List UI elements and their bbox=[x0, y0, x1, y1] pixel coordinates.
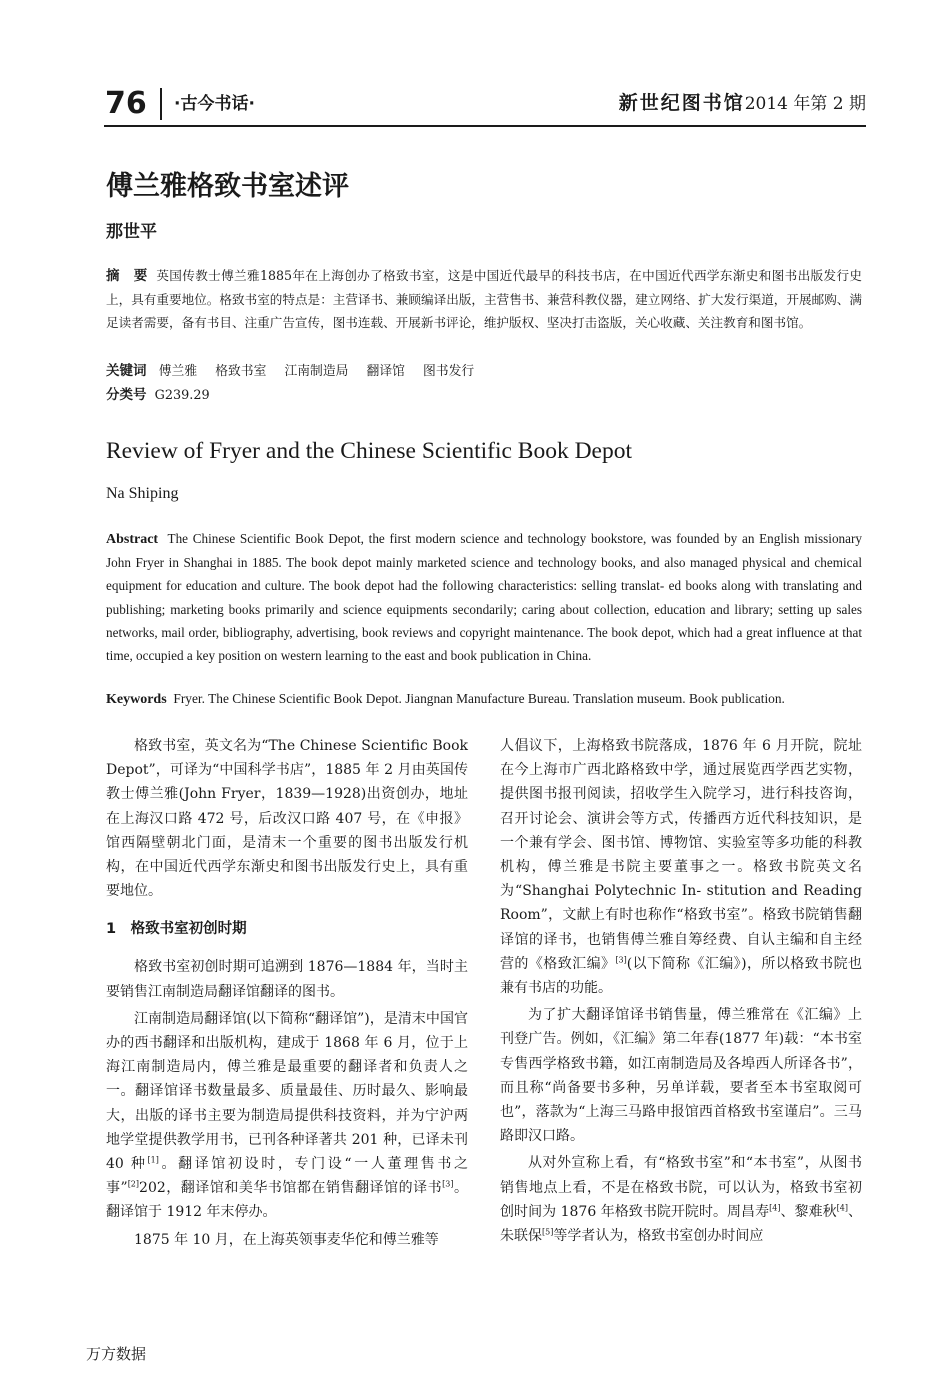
body-paragraph bbox=[106, 1007, 468, 1225]
body-paragraph: 为了扩大翻译馆译书销售量，傅兰雅常在《汇编》上刊登广告。例如，《汇编》第二年春(1877 年)载：“本书室专售西学格致书籍，如江南制造局及各埠西人所译各书”，而且称“尚备要书多种，另单详载，要者至本书室取阅可也”，落款为“上海三马路申报馆西首格致书室谨启”。三马路即汉口路。 bbox=[500, 1007, 862, 1145]
section-heading: 1 格致书室初创时期 bbox=[106, 921, 247, 938]
article-title-zh: 傅兰雅格致书室述评 bbox=[106, 171, 349, 202]
keyword-zh: 傅兰雅 bbox=[158, 364, 198, 379]
abstract-en-text: The Chinese Scientific Book Depot, the first modern science and technology bookstore, was founded by an English missionary John Fryer in Shanghai in 1885. The book depot mainly marketed science and technology books, and also managed physical and chemical equipment for education and culture. The book depot had the following characteristics: selling translat- ed books along with translating and publishing; marketing books primarily and science equipments secondarily; caring about collection, education and library; setting up sales networks, mail order, bibliography, advertising, book reviews and copyright maintenance. The book depot, which had a great influence at that time, occupied a key position on western learning to the east and book publication in China. bbox=[106, 531, 862, 664]
keywords-zh bbox=[106, 360, 488, 383]
abstract-en bbox=[106, 527, 862, 667]
body-column-left bbox=[106, 734, 468, 1252]
reference-mark: [1] bbox=[147, 1155, 159, 1165]
keywords-zh-label: 关键词 bbox=[106, 363, 147, 379]
journal-name: 新世纪图书馆 bbox=[618, 92, 745, 114]
text-run: 。翻译馆于 1912 年末停办。 bbox=[106, 1180, 468, 1221]
footer-watermark: 万方数据 bbox=[86, 1345, 147, 1363]
reference-mark: [4] bbox=[836, 1203, 848, 1213]
text-run: 从对外宣称上看，有“格致书室”和“本书室”，从图书销售地点上看，不是在格致书院，可以认为，格致书室初创时间为 1876 年格致书院开院时。周昌寿 bbox=[500, 1155, 862, 1220]
body-paragraph: 1875 年 10 月，在上海英领事麦华佗和傅兰雅等 bbox=[134, 1231, 439, 1248]
abstract-zh bbox=[106, 264, 862, 334]
reference-mark: [3] bbox=[442, 1179, 454, 1189]
reference-mark: [3] bbox=[615, 955, 627, 965]
journal-info bbox=[619, 90, 866, 117]
text-run: 。翻译馆初设时，专门设“一人董理售书之事” bbox=[106, 1156, 469, 1197]
article-title-en: Review of Fryer and the Chinese Scientific Book Depot bbox=[106, 438, 633, 464]
body-paragraph bbox=[500, 1151, 862, 1248]
classification-number: G239.29 bbox=[154, 388, 210, 403]
text-run: 202，翻译馆和美华书馆都在销售翻译馆的译书 bbox=[139, 1180, 443, 1197]
abstract-en-label: Abstract bbox=[106, 532, 159, 547]
header-rule bbox=[104, 125, 866, 127]
author-zh: 那世平 bbox=[106, 222, 157, 242]
classification-label: 分类号 bbox=[106, 387, 147, 403]
keyword-zh: 格致书室 bbox=[215, 364, 267, 379]
reference-mark: [5] bbox=[542, 1227, 554, 1237]
keyword-zh: 江南制造局 bbox=[284, 364, 349, 379]
body-paragraph: 格致书室，英文名为“The Chinese Scientific Book Depot”，可译为“中国科学书店”，1885 年 2 月由英国传教士傅兰雅(John Fryer，1839—1928)出资创办，地址在上海汉口路 472 号，后改汉口路 407 号，在《申报》馆西隔壁朝北门面，是清末一个重要的图书出版发行机构，在中国近代西学东渐史和图书出版发行史上，具有重要地位。 bbox=[106, 738, 468, 900]
keywords-en-text: Fryer. The Chinese Scientific Book Depot. Jiangnan Manufacture Bureau. Translation museum. Book publication. bbox=[173, 691, 785, 706]
classification bbox=[106, 384, 210, 407]
keyword-zh: 图书发行 bbox=[422, 364, 475, 379]
section-label: ·古今书话· bbox=[174, 94, 255, 114]
abstract-zh-text: 英国传教士傅兰雅1885年在上海创办了格致书室，这是中国近代最早的科技书店，在中国近代西学东渐史和图书出版发行史上，具有重要地位。格致书室的特点是：主营译书、兼顾编译出版，主营售书、兼营科教仪器，建立网络、扩大发行渠道，开展邮购、满足读者需要，备有书目、注重广告宣传，图书连载、开展新书评论，维护版权、坚决打击盗版，关心收藏、关注教育和图书馆。 bbox=[106, 268, 862, 330]
body-paragraph bbox=[500, 734, 862, 1000]
journal-issue: 2014 年第 2 期 bbox=[744, 94, 866, 114]
text-run: 人倡议下，上海格致书院落成，1876 年 6 月开院，院址在今上海市广西北路格致中学，通过展览西学西艺实物，提供图书报刊阅读，招收学生入院学习，进行科技咨询，召开讨论会、演讲会等方式，传播西方近代科技知识，是一个兼有学会、图书馆、博物馆、实验室等多功能的科教机构，傅兰雅是书院主要董事之一。格致书院英文名为“Shanghai Polytechnic In- stitution and Reading Room”，文献上有时也称作“格致书室”。格致书院销售翻译馆的译书，也销售傅兰雅自筹经费、自认主编和自主经营的《格致汇编》 bbox=[500, 738, 862, 972]
keywords-en-label: Keywords bbox=[106, 692, 167, 707]
reference-mark: [2] bbox=[127, 1179, 140, 1189]
abstract-zh-label: 摘 要 bbox=[106, 268, 148, 284]
text-run: (以下简称《汇编》)，所以格致书院也兼有书店的功能。 bbox=[500, 955, 862, 997]
author-en: Na Shiping bbox=[106, 485, 179, 502]
body-paragraph: 格致书室初创时期可追溯到 1876—1884 年，当时主要销售江南制造局翻译馆翻译的图书。 bbox=[106, 959, 468, 1000]
text-run: 等学者认为，格致书室创办时间应 bbox=[553, 1228, 764, 1245]
keywords-en bbox=[106, 688, 866, 711]
header-separator bbox=[160, 88, 162, 120]
page-number: 76 bbox=[105, 86, 147, 121]
text-run: 、朱联保 bbox=[500, 1203, 863, 1245]
text-run: 江南制造局翻译馆(以下简称“翻译馆”)，是清末中国官办的西书翻译和出版机构，建成于 1868 年 6 月，位于上海江南制造局内，傅兰雅是最重要的翻译者和负责人之一。翻译馆译书数量最多、质量最佳、历时最久、影响最大，出版的译书主要为制造局提供科技资料，并为宁沪两地学堂提供教学用书，已刊各种译著共 201 种，已译未刊 40 种 bbox=[106, 1010, 468, 1173]
text-run: 、黎难秋 bbox=[780, 1203, 837, 1220]
body-column-right bbox=[500, 734, 862, 1248]
reference-mark: [4] bbox=[769, 1203, 781, 1213]
keyword-zh: 翻译馆 bbox=[366, 364, 405, 379]
